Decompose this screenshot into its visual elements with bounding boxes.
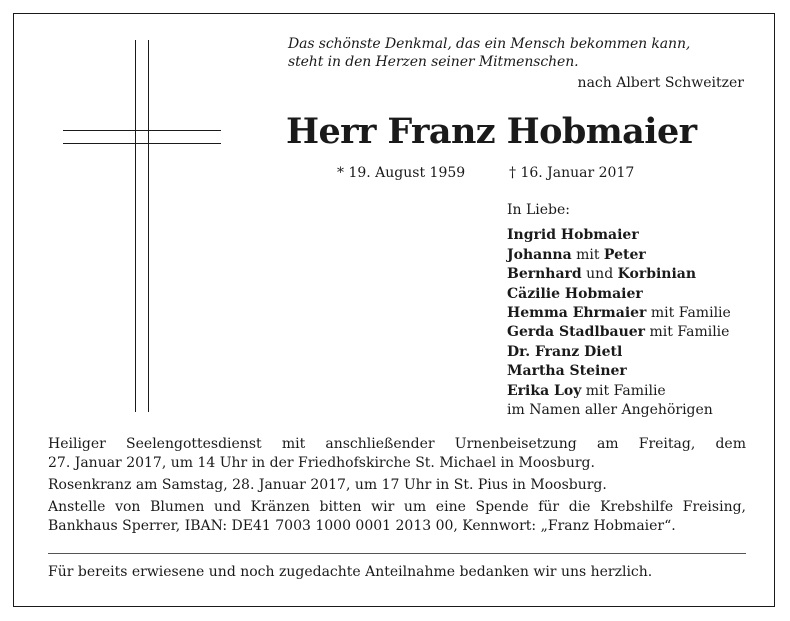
quote: [288, 35, 746, 71]
service-paragraph-mass: Heiliger Seelengottesdienst mit anschließender Urnenbeisetzung am Freitag, dem 27. Januar 2017, um 14 Uhr in der Friedhofskirche St. Michael in Moosburg.: [48, 436, 746, 471]
mourner-row: Ingrid Hobmaier: [507, 227, 639, 244]
thanks-text: Für bereits erwiesene und noch zugedachte Anteilnahme bedanken wir uns herzlich.: [48, 564, 653, 580]
quote-author: nach Albert Schweitzer: [577, 75, 744, 91]
mourner-row: Hemma Ehrmaier mit Familie: [507, 305, 731, 322]
divider: [48, 553, 746, 554]
mourner-row: Bernhard und Korbinian: [507, 266, 697, 283]
mourners-list: [507, 201, 731, 420]
service-paragraph-donation: Anstelle von Blumen und Kränzen bitten wir um eine Spende für die Krebshilfe Freising, Bankhaus Sperrer, IBAN: DE41 7003 1000 0001 2013 00, Kennwort: „Franz Hobmaier“.: [48, 499, 746, 534]
mourners-heading: In Liebe:: [507, 202, 571, 218]
quote-line-2: steht in den Herzen seiner Mitmenschen.: [288, 54, 579, 70]
mourner-row: im Namen aller Angehörigen: [507, 402, 713, 419]
deceased-name: Herr Franz Hobmaier: [286, 111, 697, 152]
service-paragraph-rosary: Rosenkranz am Samstag, 28. Januar 2017, um 17 Uhr in St. Pius in Moosburg.: [48, 477, 607, 493]
mourner-row: Dr. Franz Dietl: [507, 343, 623, 360]
cross-vertical-beam: [135, 40, 149, 412]
mourner-row: Johanna mit Peter: [507, 246, 646, 263]
death-date: † 16. Januar 2017: [509, 165, 635, 181]
mourner-row: Martha Steiner: [507, 363, 627, 380]
cross-horizontal-beam: [63, 130, 221, 144]
service-info: [48, 435, 746, 539]
quote-line-1: Das schönste Denkmal, das ein Mensch bekommen kann,: [288, 36, 691, 52]
mourner-row: Erika Loy mit Familie: [507, 382, 666, 399]
birth-date: * 19. August 1959: [337, 165, 466, 181]
mourner-row: Gerda Stadlbauer mit Familie: [507, 324, 730, 341]
mourner-row: Cäzilie Hobmaier: [507, 285, 643, 302]
